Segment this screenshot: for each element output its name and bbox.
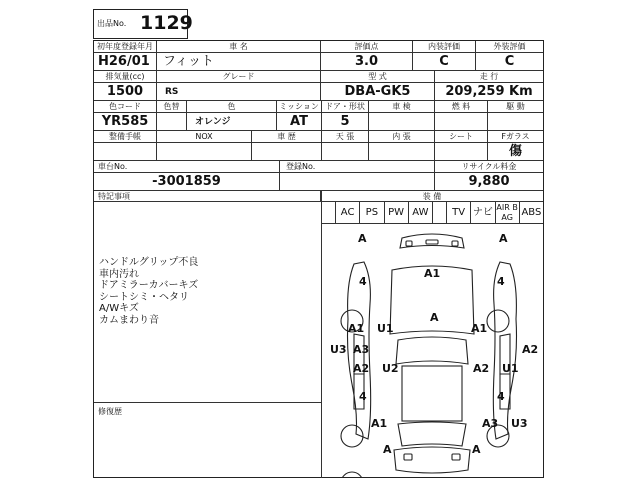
damage-mark: U3 xyxy=(511,417,528,430)
year-value: H26/01 xyxy=(94,53,157,71)
damage-mark: U1 xyxy=(502,362,519,375)
headlight-left xyxy=(406,241,412,246)
score-value: 3.0 xyxy=(321,53,413,71)
damage-mark: A1 xyxy=(348,322,365,335)
notes-label: 特記事項 xyxy=(94,191,321,202)
exterior-value: C xyxy=(476,53,543,71)
damage-mark: A xyxy=(358,232,367,245)
displacement-value: 1500 xyxy=(94,83,157,101)
chassis-value: -3001859 xyxy=(94,173,280,191)
grade-label: グレード xyxy=(157,71,321,83)
chassis-label: 車台No. xyxy=(94,161,280,173)
doors-value: 5 xyxy=(322,113,369,131)
manual-value xyxy=(94,143,157,161)
repair-divider xyxy=(94,402,321,403)
model-label: 型 式 xyxy=(321,71,435,83)
fuel-value xyxy=(435,113,488,131)
damage-mark: 4 xyxy=(359,390,367,403)
nox-label: NOX xyxy=(157,131,252,143)
equipment-item xyxy=(433,202,447,224)
header-row-5-labels xyxy=(94,161,543,173)
interior-trim-value xyxy=(369,143,435,161)
lot-label: 出品No. xyxy=(97,19,127,28)
mission-label: ミッション xyxy=(277,101,322,113)
roof xyxy=(402,366,462,421)
mileage-label: 走 行 xyxy=(435,71,543,83)
glass-value: 傷 xyxy=(488,143,543,161)
equipment-item: ABS xyxy=(520,202,543,224)
color-type-value xyxy=(157,113,187,131)
seat-label: シート xyxy=(435,131,488,143)
damage-mark: 4 xyxy=(497,275,505,288)
notes-list xyxy=(99,257,198,326)
recycle-value: 9,880 xyxy=(435,173,543,191)
header-row-3-labels xyxy=(94,101,543,113)
recycle-label: リサイクル料金 xyxy=(435,161,543,173)
damage-mark: U3 xyxy=(330,343,347,356)
note-line: 車内汚れ xyxy=(99,268,139,280)
damage-mark: A2 xyxy=(473,362,490,375)
header-row-2-labels xyxy=(94,71,543,83)
front-grille xyxy=(426,240,438,244)
registration-label: 登録No. xyxy=(280,161,435,173)
fuel-label: 燃 料 xyxy=(435,101,488,113)
note-line: ハンドルグリップ不良 xyxy=(99,257,199,268)
name-label: 車 名 xyxy=(157,41,321,53)
equipment-item: AC xyxy=(336,202,360,224)
header-row-3-values xyxy=(94,113,543,131)
wheel-front-right xyxy=(487,310,509,332)
exterior-label: 外装評価 xyxy=(476,41,543,53)
rear-glass xyxy=(398,422,466,446)
displacement-label: 排気量(cc) xyxy=(94,71,157,83)
equipment-item: ナビ xyxy=(471,202,495,224)
headlight-right xyxy=(452,241,458,246)
equipment-row xyxy=(322,202,543,224)
header-row-5-values xyxy=(94,173,543,191)
header-row-4-values xyxy=(94,143,543,161)
inspection-value xyxy=(369,113,435,131)
header-row-4-labels xyxy=(94,131,543,143)
color-label: 色 xyxy=(187,101,277,113)
note-line: カムまわり音 xyxy=(99,314,159,326)
name-value: フィット xyxy=(157,53,321,71)
year-label: 初年度登録年月 xyxy=(94,41,157,53)
damage-mark: A2 xyxy=(522,343,539,356)
roof-label: 天 張 xyxy=(322,131,369,143)
equipment-item: PW xyxy=(385,202,409,224)
equipment-label: 装 備 xyxy=(321,191,543,202)
nox-value xyxy=(157,143,252,161)
history-value xyxy=(252,143,322,161)
damage-mark: A xyxy=(383,443,392,456)
damage-mark: A1 xyxy=(424,267,441,280)
manual-label: 整備手帳 xyxy=(94,131,157,143)
spare-wheel xyxy=(341,472,363,478)
glass-label: Fガラス xyxy=(488,131,543,143)
damage-mark: A xyxy=(499,232,508,245)
mileage-value: 209,259 Km xyxy=(435,83,543,101)
damage-mark: A1 xyxy=(471,322,488,335)
registration-value xyxy=(280,173,435,191)
damage-mark: U2 xyxy=(382,362,399,375)
damage-mark: A1 xyxy=(371,417,388,430)
damage-mark: U1 xyxy=(377,322,394,335)
header-row-1-labels xyxy=(94,41,543,53)
windshield xyxy=(396,337,468,364)
mission-value: AT xyxy=(277,113,322,131)
doors-label: ドア・形状 xyxy=(322,101,369,113)
section-header-row xyxy=(94,191,543,202)
rear-light-left xyxy=(404,454,412,460)
equipment-item: TV xyxy=(447,202,471,224)
equipment-item: PS xyxy=(360,202,384,224)
color-value: オレンジ xyxy=(187,113,277,131)
note-line: A/Wキズ xyxy=(99,303,139,314)
auction-sheet xyxy=(93,40,544,478)
rear-light-right xyxy=(452,454,460,460)
model-value: DBA-GK5 xyxy=(321,83,435,101)
inspection-label: 車 検 xyxy=(369,101,435,113)
equipment-item: AW xyxy=(409,202,433,224)
note-line: シートシミ・ヘタリ xyxy=(99,291,189,303)
damage-mark: A3 xyxy=(353,343,370,356)
right-body-profile xyxy=(493,262,516,439)
color-code-label: 色コード xyxy=(94,101,157,113)
header-row-2-values xyxy=(94,83,543,101)
color-code-value: YR585 xyxy=(94,113,157,131)
history-label: 車 歴 xyxy=(252,131,322,143)
drive-value xyxy=(488,113,543,131)
equipment-item xyxy=(322,202,336,224)
note-line: ドアミラーカバーキズ xyxy=(99,280,199,291)
grade-value: RS xyxy=(157,83,321,101)
interior-trim-label: 内 張 xyxy=(369,131,435,143)
damage-mark: A xyxy=(472,443,481,456)
roof-value xyxy=(322,143,369,161)
interior-label: 内装評価 xyxy=(413,41,476,53)
damage-mark: 4 xyxy=(497,390,505,403)
damage-mark: A2 xyxy=(353,362,370,375)
damage-mark: 4 xyxy=(359,275,367,288)
damage-mark: A3 xyxy=(482,417,499,430)
header-row-1-values xyxy=(94,53,543,71)
drive-label: 駆 動 xyxy=(488,101,543,113)
equipment-item: AIR BAG xyxy=(496,203,518,222)
color-type-label: 色替 xyxy=(157,101,187,113)
damage-mark: A xyxy=(430,311,439,324)
interior-value: C xyxy=(413,53,476,71)
lot-number: 1129 xyxy=(140,12,193,34)
lot-number-box xyxy=(93,9,193,39)
seat-value xyxy=(435,143,488,161)
repair-label: 修復歴 xyxy=(98,407,122,416)
score-label: 評価点 xyxy=(321,41,413,53)
